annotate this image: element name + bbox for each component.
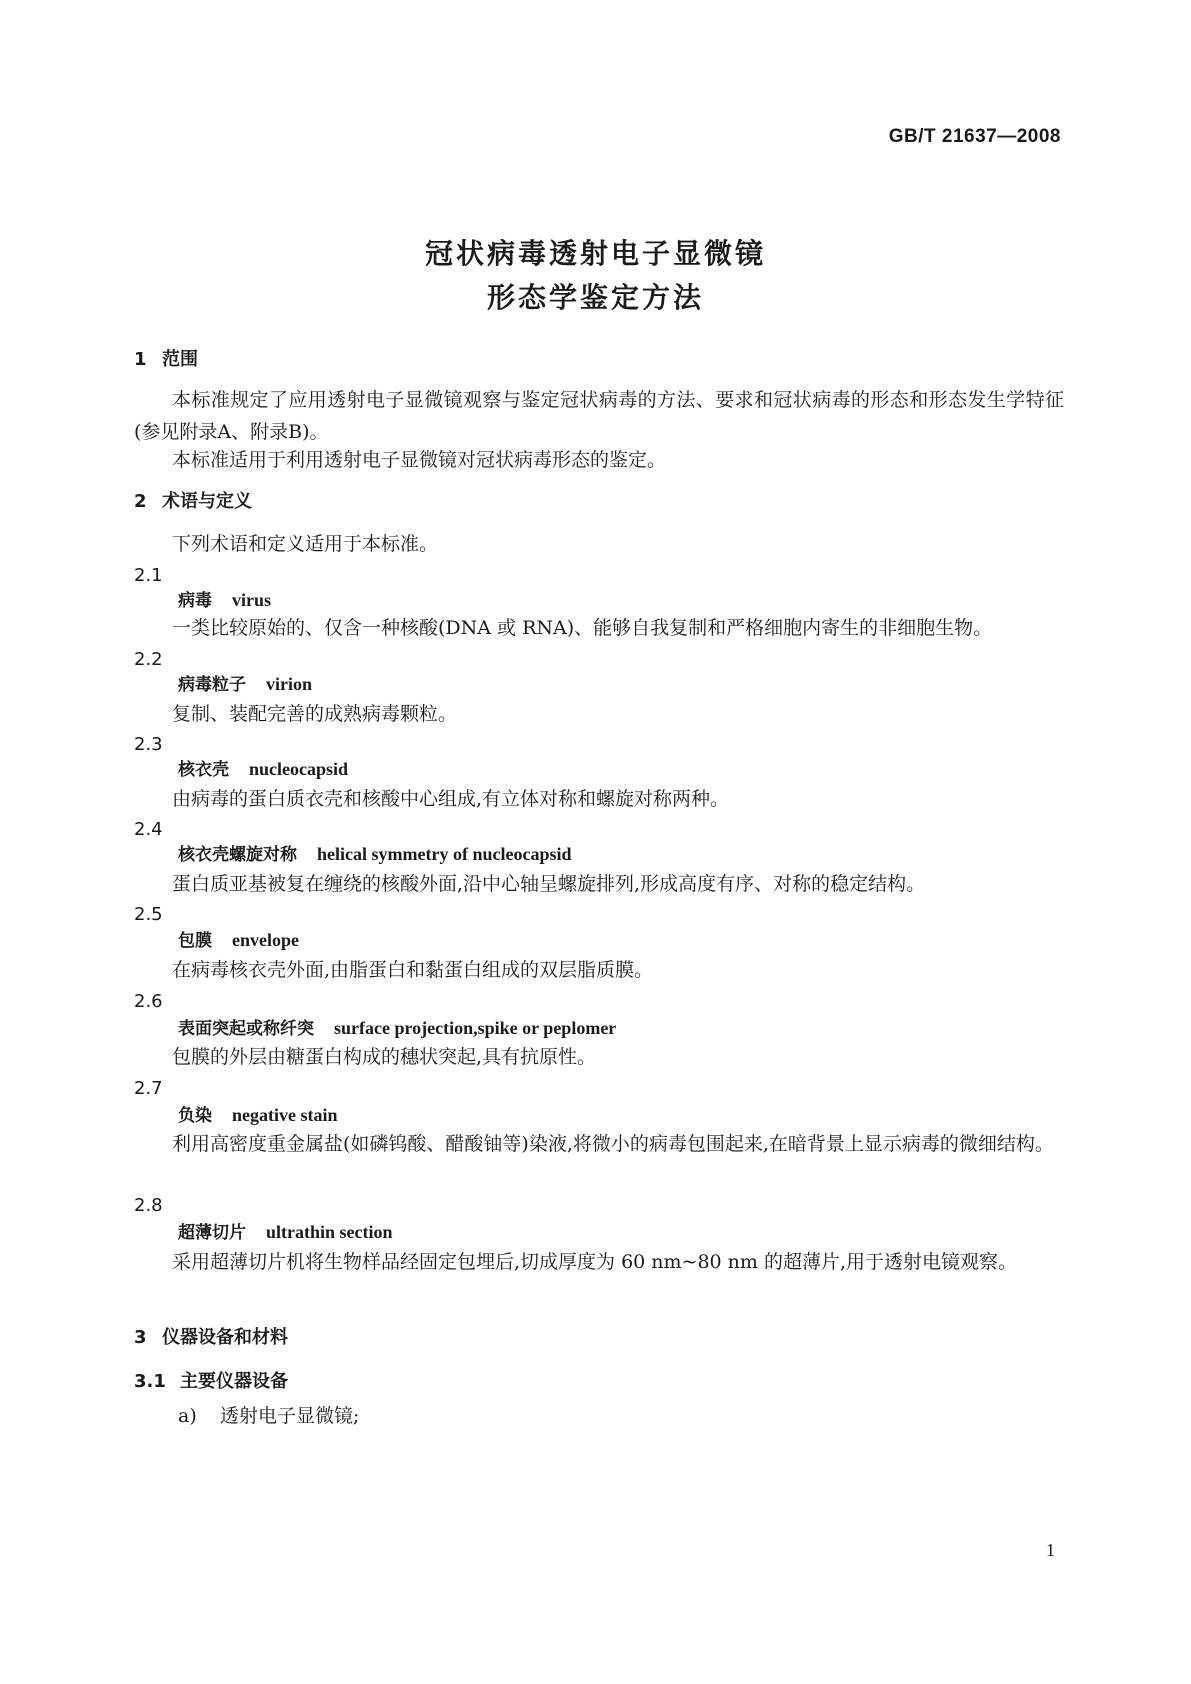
section-title: 范围	[162, 349, 198, 370]
term-heading	[178, 1216, 1108, 1249]
term-chinese: 病毒	[178, 591, 212, 611]
term-chinese: 表面突起或称纤突	[178, 1019, 314, 1039]
term-heading	[178, 668, 1108, 701]
term-definition: 利用高密度重金属盐(如磷钨酸、醋酸铀等)染液,将微小的病毒包围起来,在暗背景上显示病毒的微细结构。	[172, 1133, 1054, 1155]
term-english: envelope	[232, 930, 299, 950]
subsection-title: 主要仪器设备	[180, 1371, 288, 1392]
term-definition: 蛋白质亚基被复在缠绕的核酸外面,沿中心轴呈螺旋排列,形成高度有序、对称的稳定结构。	[172, 873, 926, 895]
term-chinese: 病毒粒子	[178, 675, 246, 695]
term-chinese: 核衣壳螺旋对称	[178, 845, 297, 865]
section-1-paragraph-2: 本标准适用于利用透射电子显微镜对冠状病毒形态的鉴定。	[172, 449, 667, 471]
term-chinese: 核衣壳	[178, 760, 229, 780]
list-item-label: a)	[178, 1405, 197, 1427]
term-heading	[178, 753, 1108, 786]
section-3-heading	[134, 1322, 1064, 1354]
term-definition: 由病毒的蛋白质衣壳和核酸中心组成,有立体对称和螺旋对称两种。	[172, 788, 730, 810]
list-item-text: 透射电子显微镜;	[220, 1405, 360, 1427]
term-chinese: 超薄切片	[178, 1223, 246, 1243]
term-number: 2.4	[134, 819, 163, 840]
subsection-3-1-heading	[134, 1366, 1064, 1398]
term-english: virion	[266, 674, 313, 694]
term-number: 2.6	[134, 991, 163, 1012]
term-english: ultrathin section	[266, 1222, 393, 1242]
term-definition: 一类比较原始的、仅含一种核酸(DNA 或 RNA)、能够自我复制和严格细胞内寄生的非细胞生物。	[172, 617, 993, 639]
section-number: 1	[134, 349, 147, 370]
term-english: surface projection,spike or peplomer	[334, 1018, 617, 1038]
term-number: 2.2	[134, 649, 163, 670]
term-english: helical symmetry of nucleocapsid	[317, 844, 572, 864]
term-number: 2.3	[134, 734, 163, 755]
term-heading	[178, 838, 1108, 871]
subsection-number: 3.1	[134, 1371, 166, 1392]
term-number: 2.1	[134, 565, 163, 586]
term-definition: 在病毒核衣壳外面,由脂蛋白和黏蛋白组成的双层脂质膜。	[172, 959, 654, 981]
list-item	[178, 1400, 1108, 1432]
section-title: 术语与定义	[162, 491, 252, 512]
term-english: nucleocapsid	[249, 759, 349, 779]
term-chinese: 包膜	[178, 931, 212, 951]
term-number: 2.5	[134, 904, 163, 925]
section-1-heading	[134, 344, 1064, 376]
document-title-line1: 冠状病毒透射电子显微镜	[424, 237, 766, 270]
section-number: 2	[134, 491, 147, 512]
term-definition: 复制、装配完善的成熟病毒颗粒。	[172, 703, 458, 725]
section-title: 仪器设备和材料	[162, 1327, 288, 1348]
term-english: negative stain	[232, 1105, 338, 1125]
page-number: 1	[1046, 1540, 1055, 1560]
term-definition: 包膜的外层由糖蛋白构成的穗状突起,具有抗原性。	[172, 1046, 597, 1068]
term-chinese: 负染	[178, 1106, 212, 1126]
section-number: 3	[134, 1327, 147, 1348]
term-definition: 采用超薄切片机将生物样品经固定包埋后,切成厚度为 60 nm~80 nm 的超薄片,用于透射电镜观察。	[172, 1251, 1018, 1273]
term-english: virus	[232, 590, 272, 610]
section-1-paragraph-1: 本标准规定了应用透射电子显微镜观察与鉴定冠状病毒的方法、要求和冠状病毒的形态和形态发生学特征(参见附录A、附录B)。	[134, 389, 1064, 443]
term-heading	[178, 924, 1108, 957]
term-number: 2.8	[134, 1195, 163, 1216]
section-2-heading	[134, 486, 1064, 518]
term-number: 2.7	[134, 1078, 163, 1099]
document-title-line2: 形态学鉴定方法	[486, 281, 704, 314]
standard-code: GB/T 21637—2008	[888, 126, 1061, 147]
section-2-intro: 下列术语和定义适用于本标准。	[172, 533, 439, 555]
